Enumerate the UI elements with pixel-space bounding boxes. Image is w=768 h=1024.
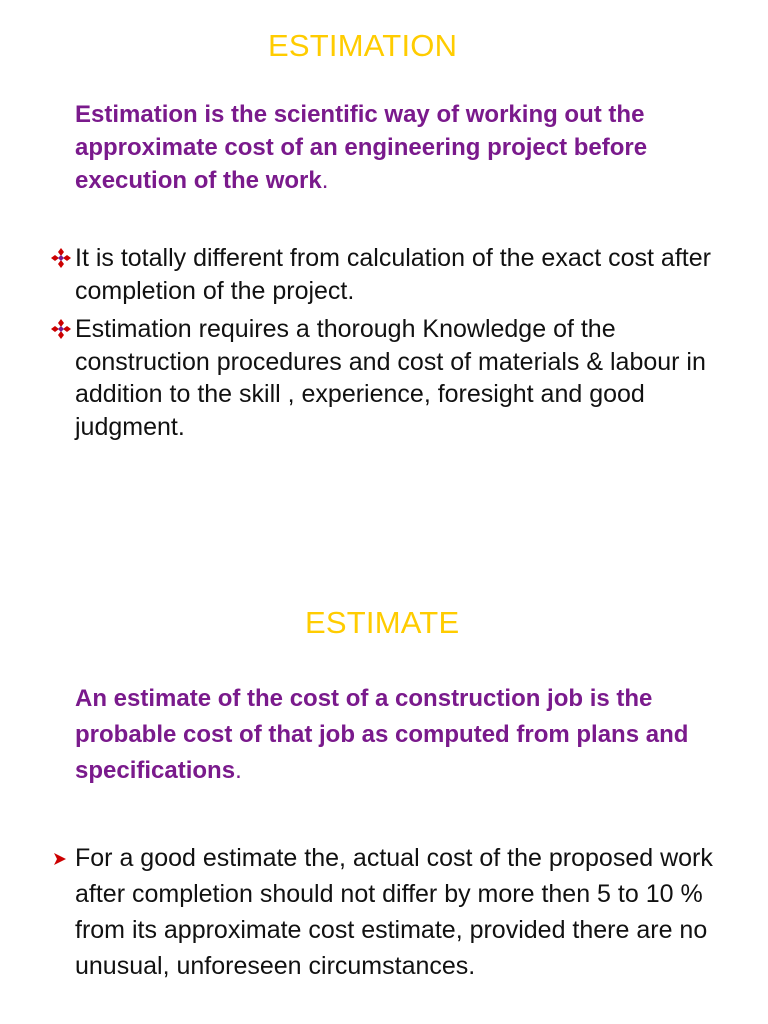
list-item [0,840,735,984]
list-item [0,313,735,443]
estimation-definition [75,98,735,197]
section-title-estimation: ESTIMATION [268,28,458,63]
estimate-bullet-list [0,840,735,984]
estimation-definition-text: Estimation is the scientific way of working out the approximate cost of an engineering project before execution of the work [75,101,648,194]
estimate-definition-text: An estimate of the cost of a construction job is the probable cost of that job as computed from plans and specifications [75,685,689,784]
estimation-bullet-list [0,242,735,443]
diamond-bullet-icon [50,318,72,340]
bullet-text: It is totally different from calculation of the exact cost after completion of the project. [75,244,711,305]
arrowhead-bullet-icon [49,848,71,870]
bullet-text: Estimation requires a thorough Knowledge of the construction procedures and cost of materials & labour in addition to the skill , experience, foresight and good judgment. [75,315,706,441]
estimation-definition-period: . [321,167,329,194]
estimate-definition-period: . [235,757,242,784]
list-item [0,242,735,307]
section-title-estimate: ESTIMATE [305,605,460,640]
estimate-definition [75,681,755,789]
diamond-bullet-icon [50,247,72,269]
bullet-text: For a good estimate the, actual cost of the proposed work after completion should not differ by more then 5 to 10 % from its approximate cost estimate, provided there are no unusual, unforeseen circumstances. [75,844,713,980]
